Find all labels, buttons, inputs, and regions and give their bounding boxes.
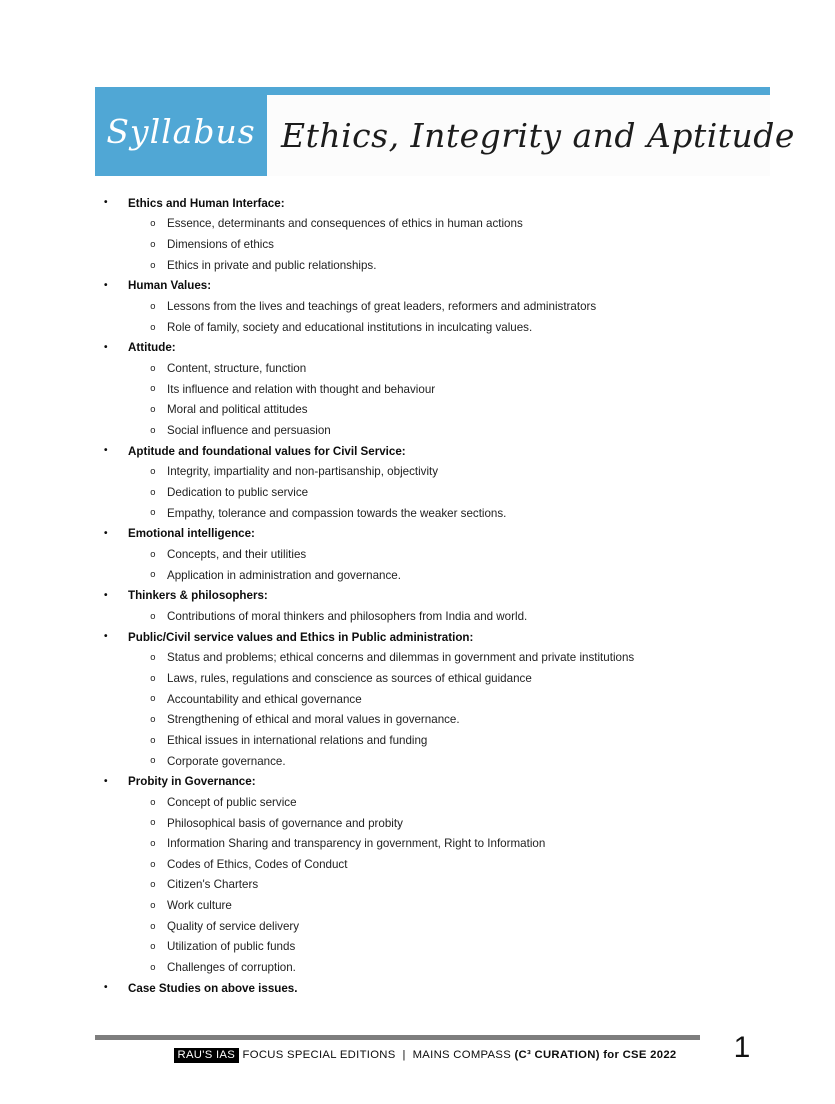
section-heading-label: Attitude: (128, 341, 176, 355)
syllabus-sub-item-label: Concept of public service (167, 795, 297, 809)
section-heading (95, 441, 795, 462)
level2-bullet-icon: o (150, 961, 156, 973)
level2-bullet-icon: o (150, 652, 156, 664)
header-title-area (267, 95, 795, 176)
syllabus-sub-item-label: Challenges of corruption. (167, 961, 296, 975)
syllabus-sub-item-label: Ethical issues in international relations and funding (167, 733, 428, 747)
syllabus-sub-item (95, 937, 795, 958)
level2-bullet-icon: o (150, 238, 156, 250)
syllabus-sub-item-label: Quality of service delivery (167, 919, 300, 933)
page-number: 1 (733, 1031, 751, 1064)
level1-bullet-icon: • (104, 631, 108, 643)
header-banner (95, 87, 795, 176)
level2-bullet-icon: o (150, 424, 156, 436)
syllabus-sub-item-label: Dimensions of ethics (167, 238, 274, 252)
section-heading-label: Case Studies on above issues. (128, 981, 298, 995)
syllabus-sub-item (95, 875, 795, 896)
syllabus-sub-item (95, 647, 795, 668)
section-heading (95, 524, 795, 545)
syllabus-badge (95, 87, 267, 176)
section-heading (95, 338, 795, 359)
footer-regular-text: FOCUS SPECIAL EDITIONS | MAINS COMPASS (239, 1049, 515, 1061)
syllabus-sub-item-label: Content, structure, function (167, 362, 307, 376)
syllabus-sub-item-label: Lessons from the lives and teachings of great leaders, reformers and administrators (167, 300, 597, 314)
syllabus-badge-label: Syllabus (106, 112, 256, 151)
level2-bullet-icon: o (150, 672, 156, 684)
level2-bullet-icon: o (150, 920, 156, 932)
level1-bullet-icon: • (104, 445, 108, 457)
level2-bullet-icon: o (150, 486, 156, 498)
level2-bullet-icon: o (150, 321, 156, 333)
level1-bullet-icon: • (104, 279, 108, 291)
footer-divider (95, 1035, 700, 1040)
level1-bullet-icon: • (104, 341, 108, 353)
syllabus-sub-item-label: Dedication to public service (167, 486, 309, 500)
syllabus-sub-item (95, 606, 795, 627)
syllabus-sub-item (95, 214, 795, 235)
level2-bullet-icon: o (150, 796, 156, 808)
level2-bullet-icon: o (150, 817, 156, 829)
syllabus-sub-item (95, 317, 795, 338)
syllabus-sub-item (95, 689, 795, 710)
syllabus-sub-item (95, 792, 795, 813)
footer-text (95, 1049, 755, 1061)
level2-bullet-icon: o (150, 858, 156, 870)
syllabus-sub-item-label: Application in administration and governance. (167, 568, 401, 582)
syllabus-sub-item-label: Codes of Ethics, Codes of Conduct (167, 857, 348, 871)
level2-bullet-icon: o (150, 259, 156, 271)
syllabus-sub-item-label: Utilization of public funds (167, 940, 296, 954)
syllabus-sub-item-label: Moral and political attitudes (167, 403, 308, 417)
syllabus-sub-item (95, 565, 795, 586)
syllabus-sub-item-label: Information Sharing and transparency in government, Right to Information (167, 837, 546, 851)
level2-bullet-icon: o (150, 713, 156, 725)
section-heading-label: Ethics and Human Interface: (128, 196, 285, 210)
level2-bullet-icon: o (150, 362, 156, 374)
level1-bullet-icon: • (104, 982, 108, 994)
level2-bullet-icon: o (150, 383, 156, 395)
syllabus-sub-item (95, 358, 795, 379)
syllabus-sub-item-label: Essence, determinants and consequences of ethics in human actions (167, 217, 523, 231)
syllabus-sub-item-label: Citizen's Charters (167, 878, 259, 892)
syllabus-sub-item (95, 400, 795, 421)
level2-bullet-icon: o (150, 837, 156, 849)
syllabus-sub-item-label: Accountability and ethical governance (167, 692, 362, 706)
section-heading-label: Human Values: (128, 279, 212, 293)
syllabus-sub-item (95, 462, 795, 483)
syllabus-sub-item (95, 916, 795, 937)
syllabus-sub-item-label: Strengthening of ethical and moral values in governance. (167, 713, 460, 727)
page-title: Ethics, Integrity and Aptitude (281, 116, 795, 155)
section-heading (95, 585, 795, 606)
syllabus-sub-item (95, 895, 795, 916)
syllabus-sub-item-label: Its influence and relation with thought and behaviour (167, 382, 436, 396)
syllabus-sub-item-label: Corporate governance. (167, 754, 286, 768)
section-heading (95, 627, 795, 648)
level2-bullet-icon: o (150, 404, 156, 416)
header-accent-bar (267, 87, 770, 95)
section-heading (95, 193, 795, 214)
syllabus-sub-item (95, 482, 795, 503)
brand-badge: RAU'S IAS (174, 1048, 240, 1063)
section-heading-label: Aptitude and foundational values for Civil Service: (128, 444, 406, 458)
section-heading (95, 978, 795, 999)
level1-bullet-icon: • (104, 197, 108, 209)
footer-bold-text: (C³ CURATION) for CSE 2022 (514, 1049, 677, 1061)
level2-bullet-icon: o (150, 548, 156, 560)
level2-bullet-icon: o (150, 755, 156, 767)
level2-bullet-icon: o (150, 300, 156, 312)
level2-bullet-icon: o (150, 879, 156, 891)
syllabus-sub-item (95, 255, 795, 276)
level2-bullet-icon: o (150, 569, 156, 581)
section-heading-label: Emotional intelligence: (128, 527, 255, 541)
level1-bullet-icon: • (104, 589, 108, 601)
syllabus-sub-item (95, 420, 795, 441)
syllabus-sub-item-label: Contributions of moral thinkers and philosophers from India and world. (167, 609, 528, 623)
level2-bullet-icon: o (150, 899, 156, 911)
syllabus-sub-item-label: Philosophical basis of governance and probity (167, 816, 403, 830)
level2-bullet-icon: o (150, 610, 156, 622)
level2-bullet-icon: o (150, 466, 156, 478)
level2-bullet-icon: o (150, 693, 156, 705)
level2-bullet-icon: o (150, 734, 156, 746)
level1-bullet-icon: • (104, 527, 108, 539)
syllabus-sub-item (95, 833, 795, 854)
syllabus-sub-item-label: Role of family, society and educational institutions in inculcating values. (167, 320, 533, 334)
syllabus-list (95, 193, 795, 999)
syllabus-sub-item (95, 503, 795, 524)
level2-bullet-icon: o (150, 941, 156, 953)
syllabus-sub-item (95, 854, 795, 875)
section-heading (95, 276, 795, 297)
section-heading-label: Thinkers & philosophers: (128, 589, 268, 603)
section-heading-label: Public/Civil service values and Ethics in Public administration: (128, 630, 474, 644)
syllabus-sub-item (95, 379, 795, 400)
level1-bullet-icon: • (104, 775, 108, 787)
syllabus-sub-item (95, 813, 795, 834)
section-heading (95, 771, 795, 792)
syllabus-sub-item-label: Concepts, and their utilities (167, 547, 307, 561)
syllabus-sub-item-label: Status and problems; ethical concerns and dilemmas in government and private institutions (167, 651, 635, 665)
syllabus-sub-item-label: Ethics in private and public relationships. (167, 258, 377, 272)
syllabus-sub-item-label: Social influence and persuasion (167, 424, 331, 438)
syllabus-sub-item (95, 668, 795, 689)
level2-bullet-icon: o (150, 218, 156, 230)
syllabus-sub-item-label: Work culture (167, 899, 232, 913)
syllabus-sub-item (95, 709, 795, 730)
syllabus-sub-item (95, 296, 795, 317)
syllabus-sub-item (95, 957, 795, 978)
section-heading-label: Probity in Governance: (128, 775, 256, 789)
syllabus-sub-item (95, 751, 795, 772)
syllabus-sub-item (95, 544, 795, 565)
syllabus-sub-item-label: Laws, rules, regulations and conscience as sources of ethical guidance (167, 671, 532, 685)
syllabus-sub-item (95, 730, 795, 751)
syllabus-sub-item-label: Integrity, impartiality and non-partisanship, objectivity (167, 465, 439, 479)
syllabus-sub-item (95, 234, 795, 255)
level2-bullet-icon: o (150, 507, 156, 519)
syllabus-sub-item-label: Empathy, tolerance and compassion towards the weaker sections. (167, 506, 507, 520)
